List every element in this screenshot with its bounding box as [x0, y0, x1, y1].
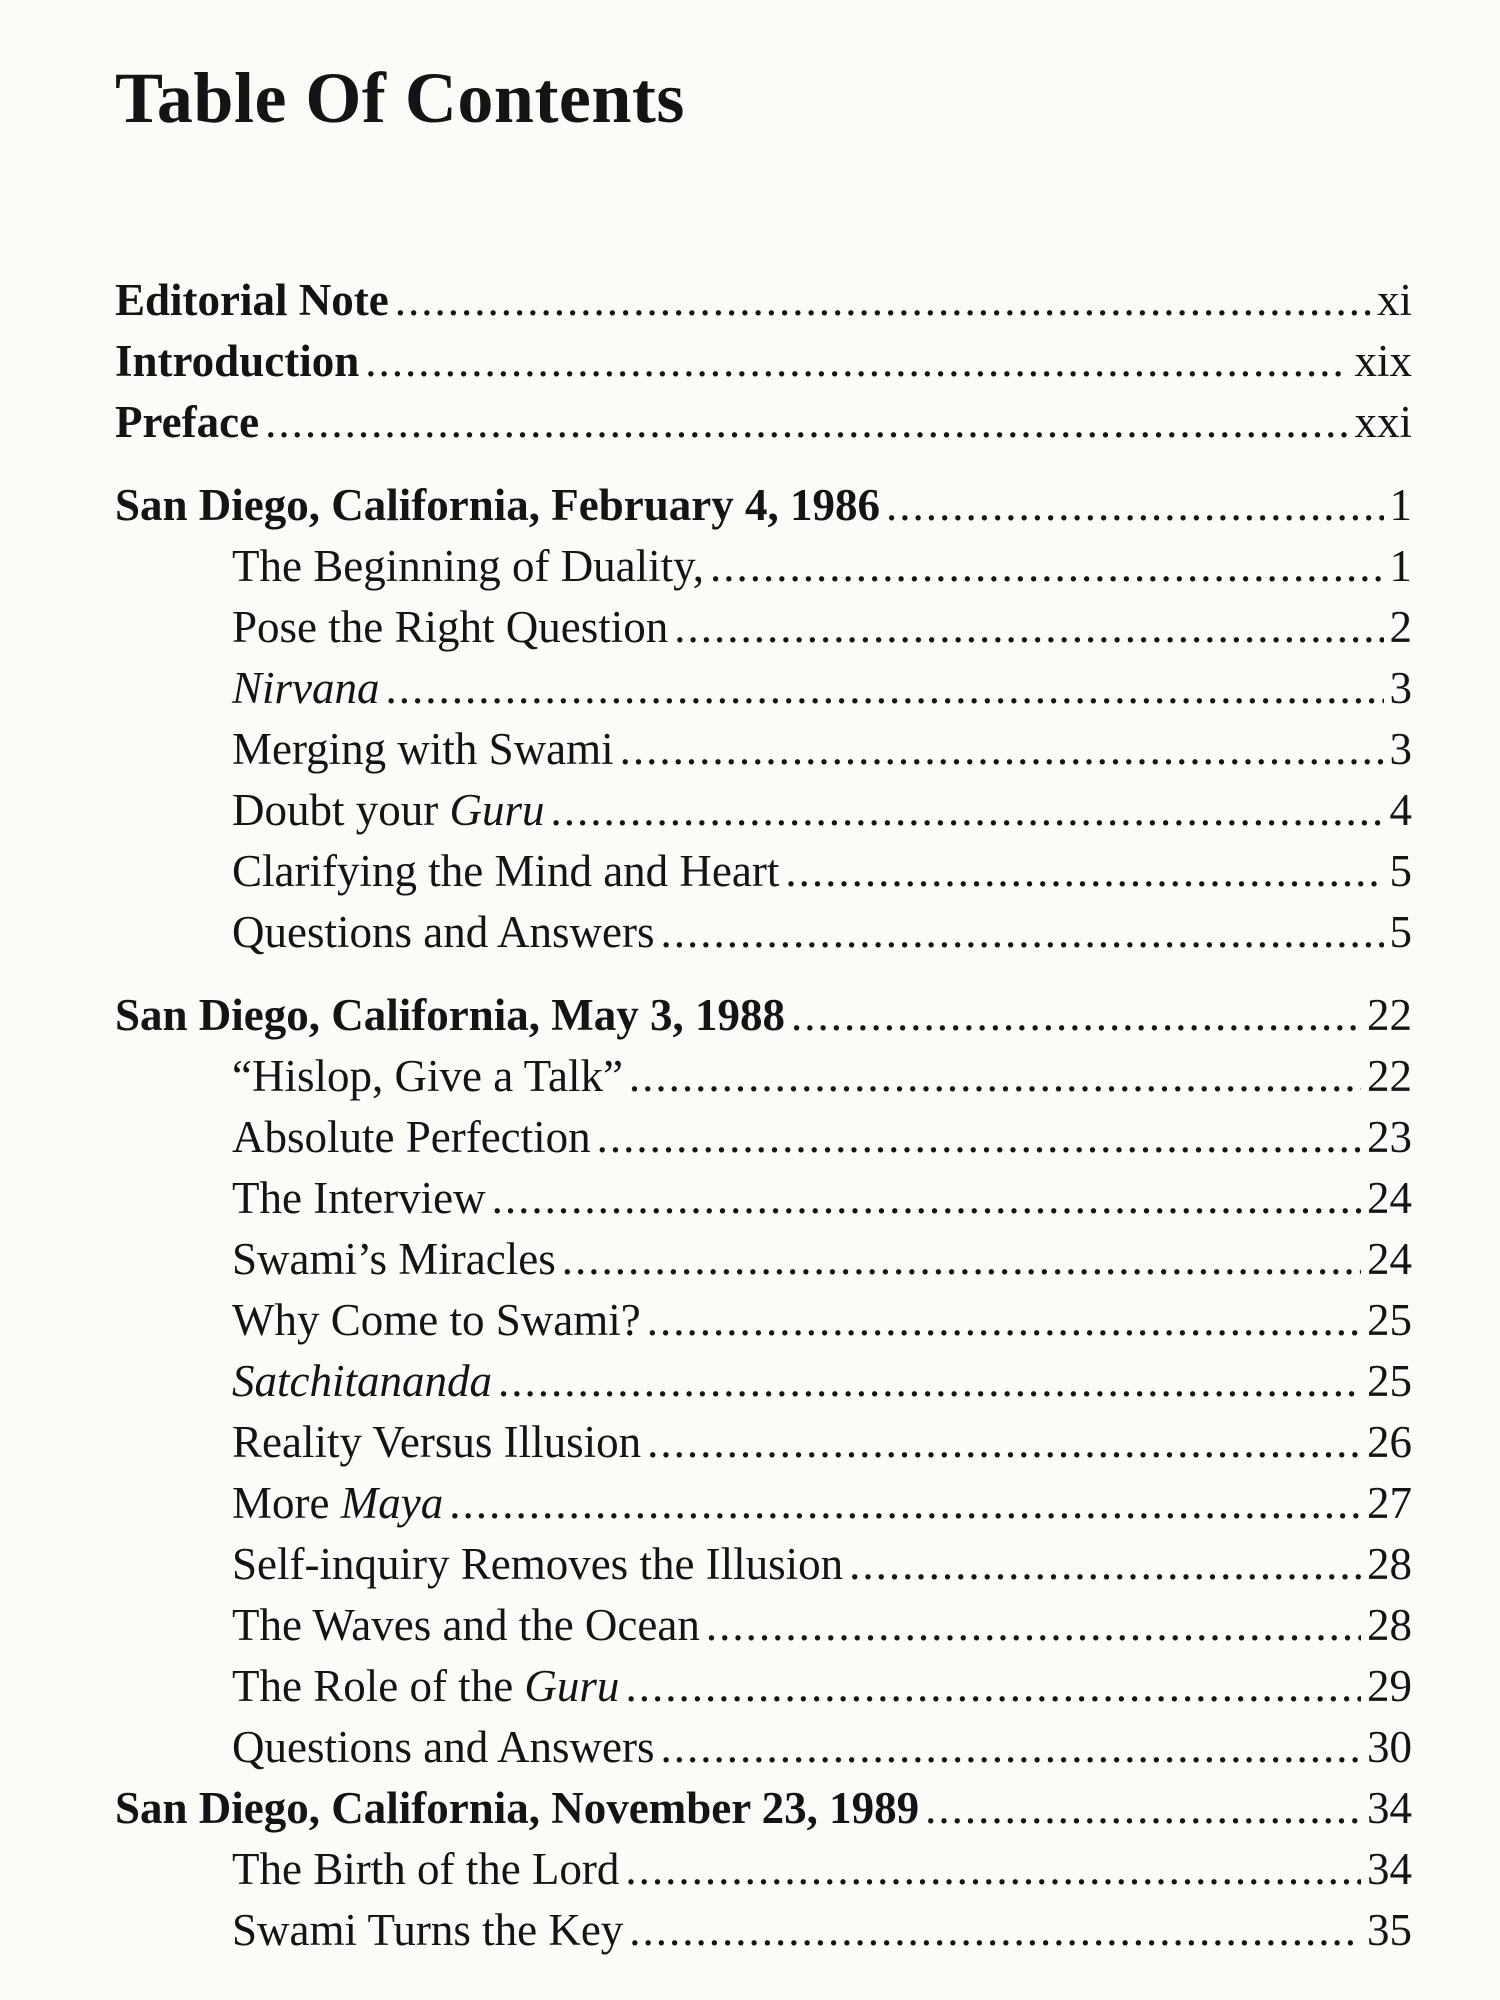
toc-section-heading — [115, 475, 1412, 536]
dot-leader — [498, 1351, 1361, 1412]
toc-section-heading — [115, 1778, 1412, 1839]
dot-leader — [925, 1778, 1361, 1839]
toc-subentry — [115, 1107, 1412, 1168]
toc-page-number: 26 — [1367, 1417, 1412, 1467]
dot-leader — [365, 331, 1348, 392]
dot-leader — [674, 597, 1383, 658]
toc-page-number: 34 — [1367, 1844, 1412, 1894]
toc-page-number: 1 — [1389, 480, 1412, 530]
toc-page-number: 35 — [1367, 1905, 1412, 1955]
toc-page-number: 25 — [1367, 1295, 1412, 1345]
toc-page-number: 3 — [1389, 724, 1412, 774]
toc-subentry — [115, 536, 1412, 597]
dot-leader — [849, 1534, 1361, 1595]
dot-leader — [562, 1229, 1361, 1290]
toc-page-number: 23 — [1367, 1112, 1412, 1162]
toc-subentry — [115, 1168, 1412, 1229]
toc-entry-label: Questions and Answers — [232, 907, 655, 957]
toc-page-number: 22 — [1367, 1051, 1412, 1101]
toc-entry-label: “Hislop, Give a Talk” — [232, 1051, 623, 1101]
toc-entry-label: Satchitananda — [232, 1356, 492, 1406]
toc-subentry — [115, 1717, 1412, 1778]
toc-subentry — [115, 1229, 1412, 1290]
toc-page-number: 34 — [1367, 1783, 1412, 1833]
toc-subentry — [115, 1900, 1412, 1961]
dot-leader — [597, 1107, 1361, 1168]
toc-entry-label: Doubt your Guru — [232, 785, 545, 835]
toc-entry — [115, 392, 1412, 453]
toc-entry-label: San Diego, California, May 3, 1988 — [115, 990, 785, 1040]
toc-entry-label: The Interview — [232, 1173, 486, 1223]
toc-page-number: 25 — [1367, 1356, 1412, 1406]
dot-leader — [625, 1839, 1361, 1900]
toc-entry-label: Pose the Right Question — [232, 602, 669, 652]
toc-page-number: 24 — [1367, 1173, 1412, 1223]
toc-subentry — [115, 719, 1412, 780]
toc-entry-label: Why Come to Swami? — [232, 1295, 641, 1345]
dot-leader — [660, 902, 1383, 963]
toc-subentry — [115, 1046, 1412, 1107]
toc-page-number: 5 — [1389, 907, 1412, 957]
dot-leader — [265, 392, 1348, 453]
toc-page-number: 5 — [1389, 846, 1412, 896]
toc-entry — [115, 270, 1412, 331]
toc-subentry — [115, 1412, 1412, 1473]
toc-subentry — [115, 1473, 1412, 1534]
dot-leader — [647, 1412, 1361, 1473]
toc-subentry — [115, 1656, 1412, 1717]
dot-leader — [620, 719, 1384, 780]
toc-subentry — [115, 841, 1412, 902]
dot-leader — [647, 1290, 1361, 1351]
toc-entry-label: The Beginning of Duality, — [232, 541, 704, 591]
toc-page-number: 29 — [1367, 1661, 1412, 1711]
toc-entry-label: The Role of the Guru — [232, 1661, 620, 1711]
toc-subentry — [115, 780, 1412, 841]
dot-leader — [660, 1717, 1361, 1778]
toc-entry-label: Nirvana — [232, 663, 380, 713]
dot-leader — [629, 1046, 1361, 1107]
toc-entry-label: Questions and Answers — [232, 1722, 655, 1772]
toc-subentry — [115, 1534, 1412, 1595]
dot-leader — [791, 985, 1361, 1046]
dot-leader — [395, 270, 1371, 331]
toc-subentry — [115, 597, 1412, 658]
dot-leader — [886, 475, 1384, 536]
dot-leader — [710, 536, 1384, 597]
dot-leader — [386, 658, 1384, 719]
toc-subentry — [115, 902, 1412, 963]
toc-page-number: xix — [1354, 336, 1412, 386]
toc-entry-label: Self-inquiry Removes the Illusion — [232, 1539, 844, 1589]
toc-page-number: 3 — [1389, 663, 1412, 713]
toc-entry-label: Swami Turns the Key — [232, 1905, 624, 1955]
toc-entry-label: Introduction — [115, 336, 360, 386]
dot-leader — [492, 1168, 1361, 1229]
toc-entry-label: Swami’s Miracles — [232, 1234, 556, 1284]
toc-subentry — [115, 1595, 1412, 1656]
dot-leader — [629, 1900, 1361, 1961]
toc-page-number: 1 — [1389, 541, 1412, 591]
toc-page-number: 24 — [1367, 1234, 1412, 1284]
dot-leader — [625, 1656, 1361, 1717]
dot-leader — [785, 841, 1383, 902]
toc-entry-label: Absolute Perfection — [232, 1112, 591, 1162]
toc-page-number: xi — [1376, 275, 1412, 325]
toc-section-heading — [115, 985, 1412, 1046]
toc-entry-label: Preface — [115, 397, 260, 447]
dot-leader — [706, 1595, 1361, 1656]
dot-leader — [551, 780, 1384, 841]
page-title: Table Of Contents — [115, 58, 685, 138]
toc-entry-label: Editorial Note — [115, 275, 389, 325]
toc-subentry — [115, 658, 1412, 719]
toc-page-number: 4 — [1389, 785, 1412, 835]
toc-entry-label: San Diego, California, November 23, 1989 — [115, 1783, 920, 1833]
toc-page-number: 30 — [1367, 1722, 1412, 1772]
toc-entry-label: The Birth of the Lord — [232, 1844, 620, 1894]
toc-entry-label: San Diego, California, February 4, 1986 — [115, 480, 880, 530]
toc-page-number: 27 — [1367, 1478, 1412, 1528]
toc-subentry — [115, 1290, 1412, 1351]
toc-page-number: xxi — [1354, 397, 1412, 447]
toc-entry-label: Clarifying the Mind and Heart — [232, 846, 780, 896]
toc-page-number: 22 — [1367, 990, 1412, 1040]
toc-subentry — [115, 1839, 1412, 1900]
toc-page-number: 2 — [1389, 602, 1412, 652]
dot-leader — [449, 1473, 1361, 1534]
toc-list — [115, 270, 1412, 1961]
toc-entry-label: Reality Versus Illusion — [232, 1417, 642, 1467]
toc-entry-label: The Waves and the Ocean — [232, 1600, 700, 1650]
toc-entry-label: More Maya — [232, 1478, 444, 1528]
toc-entry-label: Merging with Swami — [232, 724, 614, 774]
toc-entry — [115, 331, 1412, 392]
toc-page-number: 28 — [1367, 1600, 1412, 1650]
toc-page-number: 28 — [1367, 1539, 1412, 1589]
toc-subentry — [115, 1351, 1412, 1412]
